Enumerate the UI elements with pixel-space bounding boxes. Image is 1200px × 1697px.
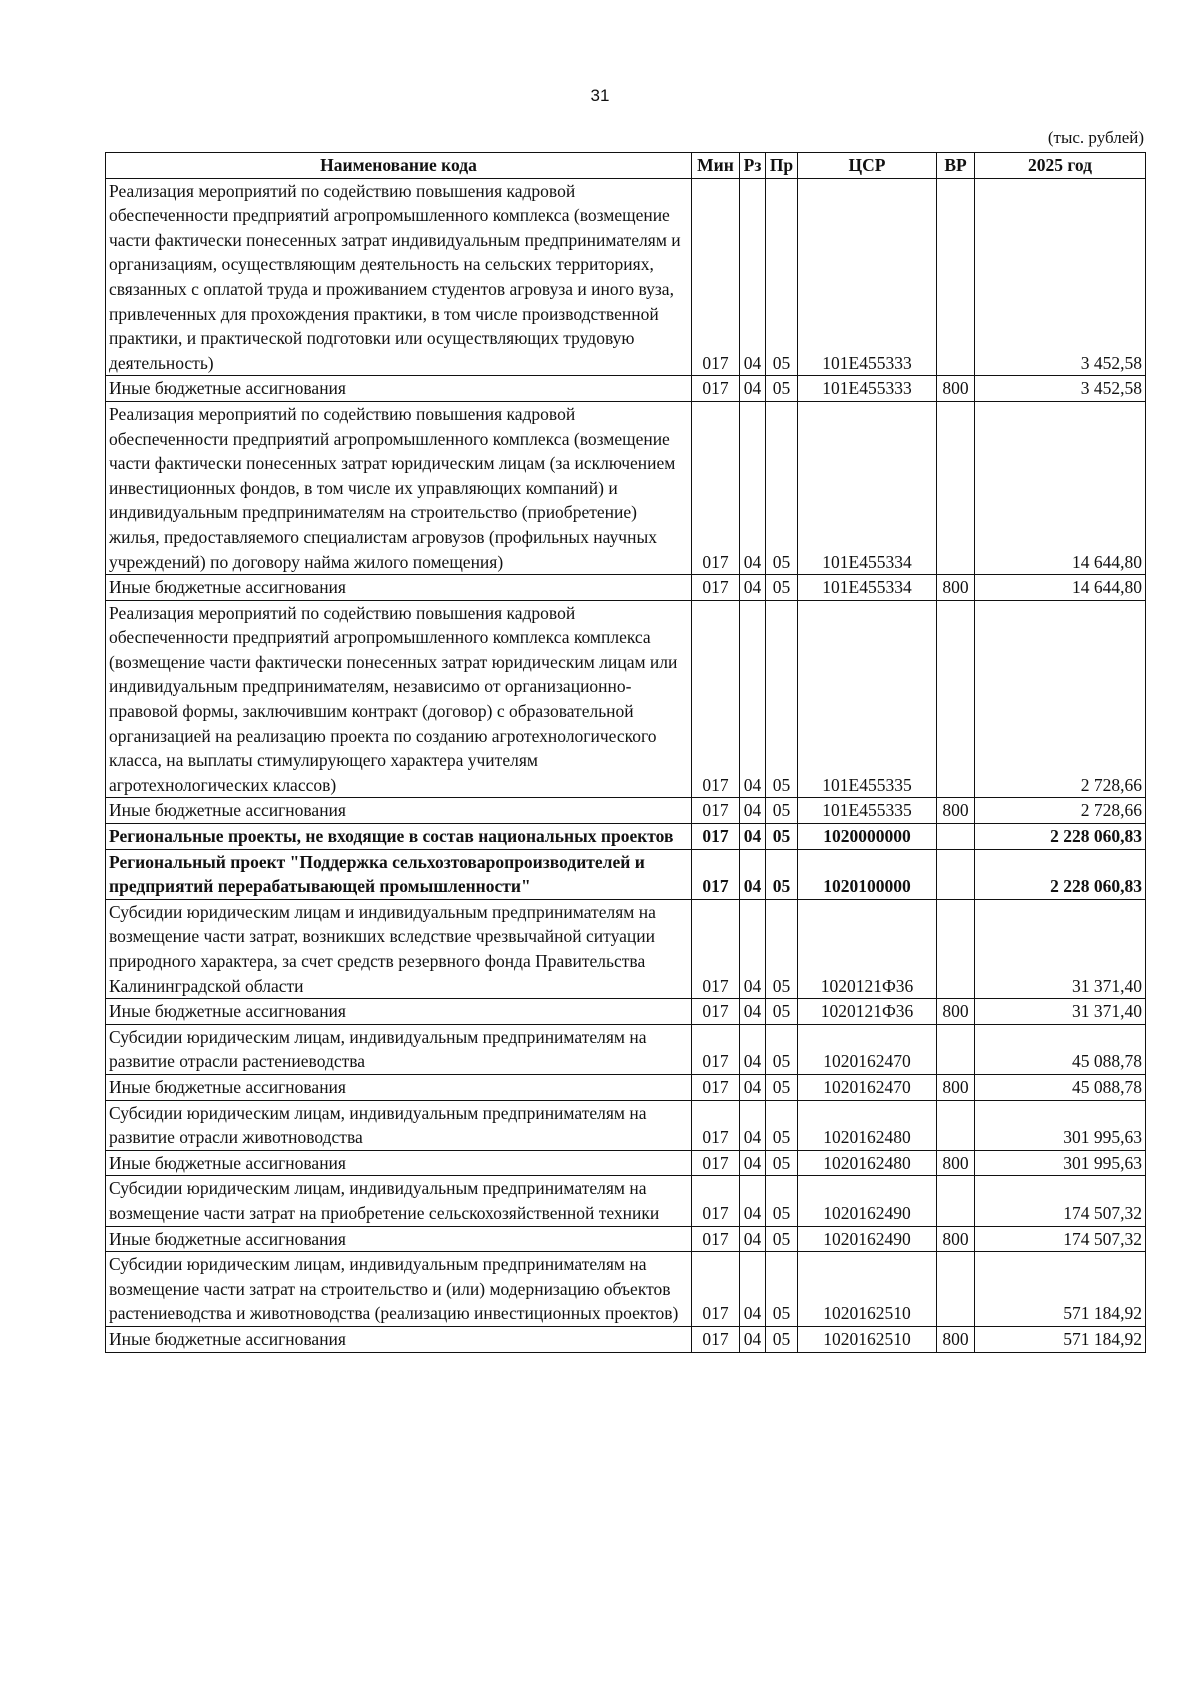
- cell-pr: 05: [766, 600, 798, 798]
- cell-vr: 800: [937, 376, 975, 402]
- table-row: [106, 1226, 1146, 1252]
- cell-csr: 1020000000: [798, 824, 937, 850]
- cell-rz: 04: [740, 824, 766, 850]
- cell-name: Субсидии юридическим лицам, индивидуальным предпринимателям на развитие отрасли растениеводства: [106, 1024, 692, 1074]
- cell-vr: [937, 899, 975, 998]
- cell-name: Иные бюджетные ассигнования: [106, 798, 692, 824]
- cell-pr: 05: [766, 1176, 798, 1226]
- cell-min: 017: [692, 1226, 740, 1252]
- cell-pr: 05: [766, 1100, 798, 1150]
- cell-amount: 3 452,58: [975, 178, 1146, 376]
- cell-vr: 800: [937, 1150, 975, 1176]
- cell-vr: 800: [937, 1074, 975, 1100]
- cell-min: 017: [692, 849, 740, 899]
- cell-rz: 04: [740, 1226, 766, 1252]
- cell-min: 017: [692, 600, 740, 798]
- cell-name: Субсидии юридическим лицам, индивидуальным предпринимателям на развитие отрасли животноводства: [106, 1100, 692, 1150]
- cell-amount: 2 228 060,83: [975, 849, 1146, 899]
- cell-amount: 2 228 060,83: [975, 824, 1146, 850]
- cell-min: 017: [692, 798, 740, 824]
- cell-pr: 05: [766, 999, 798, 1025]
- cell-rz: 04: [740, 1176, 766, 1226]
- cell-csr: 1020162470: [798, 1024, 937, 1074]
- cell-amount: 2 728,66: [975, 798, 1146, 824]
- cell-csr: 1020162480: [798, 1150, 937, 1176]
- cell-min: 017: [692, 1252, 740, 1327]
- cell-csr: 1020162490: [798, 1176, 937, 1226]
- cell-amount: 45 088,78: [975, 1024, 1146, 1074]
- cell-name: Реализация мероприятий по содействию повышения кадровой обеспеченности предприятий агропромышленного комплекса (возмещение части фактически понесенных затрат индивидуальным предпринимателям и организациям, осуществляющим деятельность на сельских территориях, связанных с оплатой труда и проживанием студентов агровуза и иного вуза, привлеченных для прохождения практики, в том числе производственной практики, и практической подготовки или осуществляющих трудовую деятельность): [106, 178, 692, 376]
- cell-min: 017: [692, 999, 740, 1025]
- cell-vr: 800: [937, 1326, 975, 1352]
- table-row: [106, 1326, 1146, 1352]
- cell-vr: [937, 1252, 975, 1327]
- cell-csr: 1020162470: [798, 1074, 937, 1100]
- header-year: 2025 год: [975, 153, 1146, 179]
- cell-pr: 05: [766, 798, 798, 824]
- cell-name: Иные бюджетные ассигнования: [106, 1326, 692, 1352]
- cell-amount: 301 995,63: [975, 1150, 1146, 1176]
- cell-min: 017: [692, 1326, 740, 1352]
- table-row: [106, 1176, 1146, 1226]
- cell-csr: 1020162510: [798, 1326, 937, 1352]
- cell-rz: 04: [740, 1100, 766, 1150]
- cell-pr: 05: [766, 899, 798, 998]
- cell-vr: [937, 824, 975, 850]
- cell-rz: 04: [740, 899, 766, 998]
- cell-pr: 05: [766, 178, 798, 376]
- table-row: [106, 575, 1146, 601]
- cell-name: Региональные проекты, не входящие в состав национальных проектов: [106, 824, 692, 850]
- cell-min: 017: [692, 376, 740, 402]
- cell-rz: 04: [740, 575, 766, 601]
- cell-amount: 174 507,32: [975, 1226, 1146, 1252]
- table-row: [106, 376, 1146, 402]
- cell-name: Региональный проект "Поддержка сельхозтоваропроизводителей и предприятий перерабатывающей промышленности": [106, 849, 692, 899]
- table-row: [106, 824, 1146, 850]
- cell-csr: 101E455335: [798, 600, 937, 798]
- cell-name: Иные бюджетные ассигнования: [106, 376, 692, 402]
- cell-min: 017: [692, 1176, 740, 1226]
- header-vr: ВР: [937, 153, 975, 179]
- cell-csr: 1020100000: [798, 849, 937, 899]
- cell-amount: 2 728,66: [975, 600, 1146, 798]
- table-row: [106, 849, 1146, 899]
- cell-csr: 1020121Ф36: [798, 999, 937, 1025]
- cell-rz: 04: [740, 376, 766, 402]
- cell-name: Субсидии юридическим лицам, индивидуальным предпринимателям на возмещение части затрат на приобретение сельскохозяйственной техники: [106, 1176, 692, 1226]
- table-row: [106, 798, 1146, 824]
- cell-min: 017: [692, 1150, 740, 1176]
- cell-rz: 04: [740, 600, 766, 798]
- cell-name: Реализация мероприятий по содействию повышения кадровой обеспеченности предприятий агропромышленного комплекса (возмещение части фактически понесенных затрат юридическим лицам (за исключением инвестиционных фондов, в том числе их управляющих компаний) и индивидуальным предпринимателям на строительство (приобретение) жилья, предоставляемого специалистам агровузов (профильных научных учреждений) по договору найма жилого помещения): [106, 401, 692, 574]
- cell-csr: 101E455334: [798, 575, 937, 601]
- cell-amount: 301 995,63: [975, 1100, 1146, 1150]
- cell-pr: 05: [766, 1326, 798, 1352]
- table-row: [106, 1252, 1146, 1327]
- cell-csr: 1020162510: [798, 1252, 937, 1327]
- cell-min: 017: [692, 575, 740, 601]
- cell-amount: 14 644,80: [975, 401, 1146, 574]
- cell-pr: 05: [766, 824, 798, 850]
- cell-pr: 05: [766, 1074, 798, 1100]
- cell-csr: 101E455333: [798, 178, 937, 376]
- table-row: [106, 1150, 1146, 1176]
- table-row: [106, 1024, 1146, 1074]
- budget-table: [105, 152, 1146, 1353]
- cell-amount: 31 371,40: [975, 999, 1146, 1025]
- cell-pr: 05: [766, 401, 798, 574]
- cell-csr: 101E455335: [798, 798, 937, 824]
- table-row: [106, 899, 1146, 998]
- table-row: [106, 600, 1146, 798]
- cell-min: 017: [692, 401, 740, 574]
- table-row: [106, 1100, 1146, 1150]
- cell-name: Иные бюджетные ассигнования: [106, 1226, 692, 1252]
- cell-vr: 800: [937, 798, 975, 824]
- cell-name: Иные бюджетные ассигнования: [106, 1150, 692, 1176]
- cell-vr: [937, 1024, 975, 1074]
- header-rz: Рз: [740, 153, 766, 179]
- cell-csr: 101E455333: [798, 376, 937, 402]
- cell-name: Реализация мероприятий по содействию повышения кадровой обеспеченности предприятий агропромышленного комплекса комплекса (возмещение части фактически понесенных затрат юридическим лицам или индивидуальным предпринимателям, независимо от организационно-правовой формы, заключившим контракт (договор) с образовательной организацией на реализацию проекта по созданию агротехнологического класса, на выплаты стимулирующего характера учителям агротехнологических классов): [106, 600, 692, 798]
- cell-amount: 14 644,80: [975, 575, 1146, 601]
- page-number: 31: [590, 86, 610, 105]
- cell-min: 017: [692, 824, 740, 850]
- cell-amount: 174 507,32: [975, 1176, 1146, 1226]
- cell-csr: 101E455334: [798, 401, 937, 574]
- cell-name: Субсидии юридическим лицам и индивидуальным предпринимателям на возмещение части затрат, возникших вследствие чрезвычайной ситуации природного характера, за счет средств резервного фонда Правительства Калининградской области: [106, 899, 692, 998]
- cell-vr: [937, 600, 975, 798]
- cell-rz: 04: [740, 1252, 766, 1327]
- header-pr: Пр: [766, 153, 798, 179]
- cell-vr: 800: [937, 1226, 975, 1252]
- cell-rz: 04: [740, 178, 766, 376]
- cell-vr: [937, 1176, 975, 1226]
- cell-amount: 571 184,92: [975, 1326, 1146, 1352]
- cell-rz: 04: [740, 1074, 766, 1100]
- cell-name: Иные бюджетные ассигнования: [106, 1074, 692, 1100]
- header-min: Мин: [692, 153, 740, 179]
- cell-pr: 05: [766, 1252, 798, 1327]
- cell-csr: 1020162480: [798, 1100, 937, 1150]
- cell-amount: 45 088,78: [975, 1074, 1146, 1100]
- cell-rz: 04: [740, 849, 766, 899]
- units-label: (тыс. рублей): [1047, 128, 1144, 147]
- table-body: [106, 178, 1146, 1352]
- cell-rz: 04: [740, 1150, 766, 1176]
- header-name: Наименование кода: [106, 153, 692, 179]
- cell-min: 017: [692, 1100, 740, 1150]
- cell-min: 017: [692, 178, 740, 376]
- cell-amount: 31 371,40: [975, 899, 1146, 998]
- table-header-row: [106, 153, 1146, 179]
- cell-min: 017: [692, 1074, 740, 1100]
- cell-min: 017: [692, 1024, 740, 1074]
- cell-csr: 1020121Ф36: [798, 899, 937, 998]
- cell-rz: 04: [740, 1024, 766, 1074]
- cell-vr: [937, 401, 975, 574]
- cell-pr: 05: [766, 1024, 798, 1074]
- cell-rz: 04: [740, 798, 766, 824]
- cell-pr: 05: [766, 1150, 798, 1176]
- table-row: [106, 178, 1146, 376]
- cell-rz: 04: [740, 1326, 766, 1352]
- cell-csr: 1020162490: [798, 1226, 937, 1252]
- cell-pr: 05: [766, 1226, 798, 1252]
- table-row: [106, 1074, 1146, 1100]
- cell-pr: 05: [766, 575, 798, 601]
- cell-vr: [937, 178, 975, 376]
- header-csr: ЦСР: [798, 153, 937, 179]
- cell-pr: 05: [766, 376, 798, 402]
- cell-name: Иные бюджетные ассигнования: [106, 999, 692, 1025]
- cell-vr: 800: [937, 575, 975, 601]
- cell-vr: [937, 1100, 975, 1150]
- cell-rz: 04: [740, 999, 766, 1025]
- cell-name: Субсидии юридическим лицам, индивидуальным предпринимателям на возмещение части затрат на строительство и (или) модернизацию объектов растениеводства и животноводства (реализацию инвестиционных проектов): [106, 1252, 692, 1327]
- cell-amount: 3 452,58: [975, 376, 1146, 402]
- cell-amount: 571 184,92: [975, 1252, 1146, 1327]
- cell-pr: 05: [766, 849, 798, 899]
- table-row: [106, 999, 1146, 1025]
- cell-vr: [937, 849, 975, 899]
- cell-rz: 04: [740, 401, 766, 574]
- cell-vr: 800: [937, 999, 975, 1025]
- cell-name: Иные бюджетные ассигнования: [106, 575, 692, 601]
- table-row: [106, 401, 1146, 574]
- cell-min: 017: [692, 899, 740, 998]
